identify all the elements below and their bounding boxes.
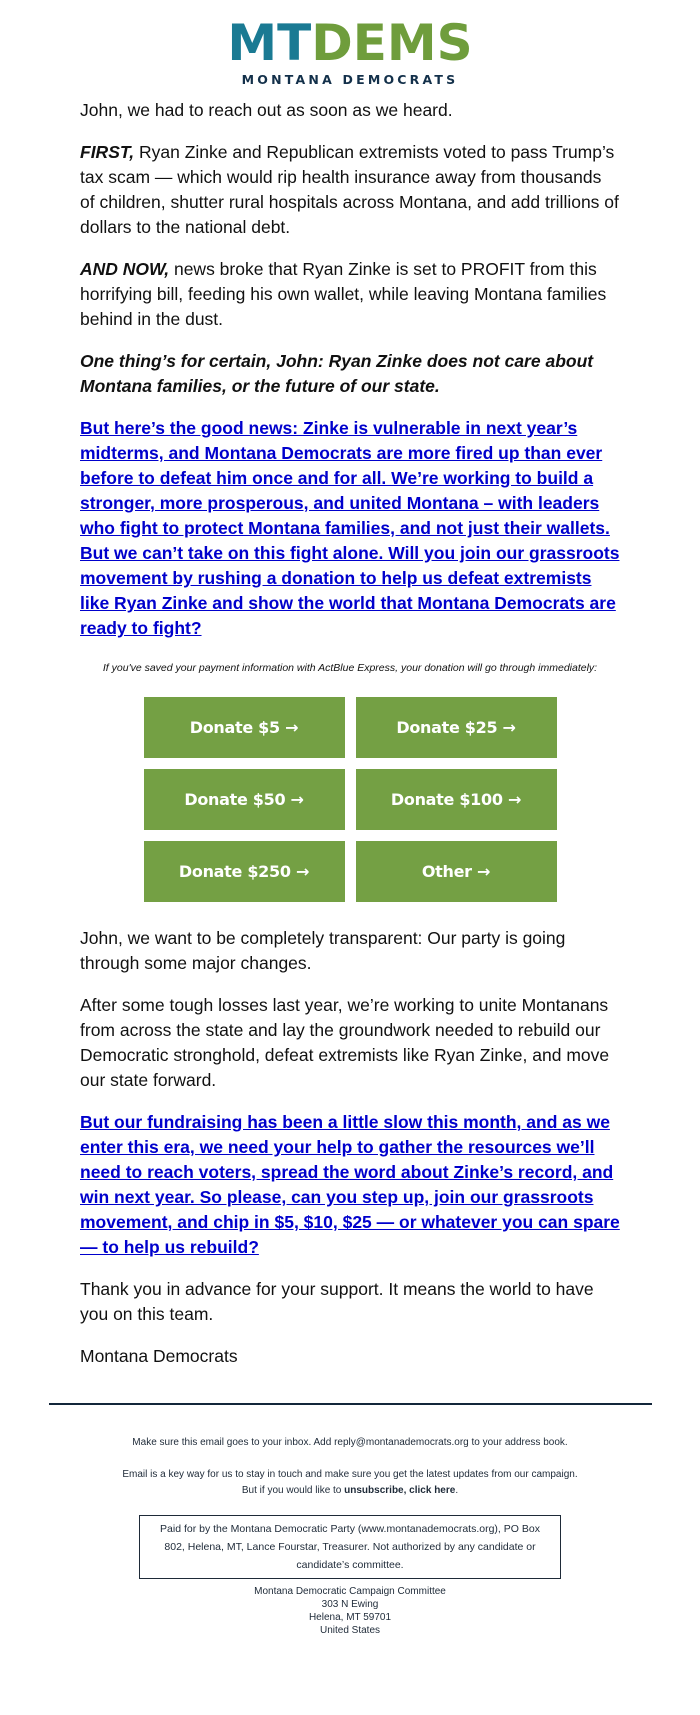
- donate-250-button[interactable]: Donate $250 →: [144, 841, 345, 902]
- signature: Montana Democrats: [80, 1346, 238, 1366]
- donate-25-button[interactable]: Donate $25 →: [356, 697, 557, 758]
- donate-button-grid: [80, 697, 620, 902]
- paragraph-losses: After some tough losses last year, we’re working to unite Montanans from across the state and lay the groundwork needed to rebuild our Democratic stronghold, defeat extremists like Ryan Zinke, and move our state forward.: [80, 995, 610, 1090]
- logo-wordmark: MTDEMS: [227, 14, 473, 72]
- paragraph-and-now: AND NOW, news broke that Ryan Zinke is set to PROFIT from this horrifying bill, feeding his own wallet, while leaving Montana families behind in the dust.: [80, 259, 607, 329]
- donate-5-button[interactable]: Donate $5 →: [144, 697, 345, 758]
- greeting: John, we had to reach out as soon as we heard.: [80, 100, 453, 120]
- unsubscribe-line: But if you would like to unsubscribe, click here.: [241, 1485, 459, 1496]
- paragraph-thanks: Thank you in advance for your support. It means the world to have you on this team.: [80, 1279, 594, 1324]
- mailing-address: Montana Democratic Campaign Committee 303 N Ewing Helena, MT 59701 United States: [254, 1586, 446, 1636]
- mtdems-logo: [220, 14, 480, 88]
- actblue-express-note: If you've saved your payment information with ActBlue Express, your donation will go through immediately:: [102, 662, 598, 674]
- donate-link-1[interactable]: But here’s the good news: Zinke is vulnerable in next year’s midterms, and Montana Democrats are more fired up than ever before to defeat him once and for all. We’re working to build a stronger, more prosperous, and united Montana – with leaders who fight to protect Montana families, and not just their wallets. But we can’t take on this fight alone. Will you join our grassroots movement by rushing a donation to help us defeat extremists like Ryan Zinke and show the world that Montana Democrats are ready to fight?: [80, 418, 620, 638]
- footer-divider: [49, 1403, 652, 1405]
- unsubscribe-link[interactable]: unsubscribe, click here: [344, 1485, 456, 1496]
- inbox-note: Make sure this email goes to your inbox. Add reply@montanademocrats.org to your address book.: [132, 1437, 568, 1448]
- footer: [0, 1435, 700, 1637]
- logo-subtitle: MONTANA DEMOCRATS: [241, 72, 459, 87]
- stay-note: Email is a key way for us to stay in touch and make sure you get the latest updates from our campaign.: [122, 1469, 578, 1480]
- donate-other-button[interactable]: Other →: [356, 841, 557, 902]
- paragraph-transparent: John, we want to be completely transparent: Our party is going through some major changes.: [80, 928, 566, 973]
- donate-50-button[interactable]: Donate $50 →: [144, 769, 345, 830]
- paragraph-emphasis: One thing’s for certain, John: Ryan Zinke does not care about Montana families, or the future of our state.: [80, 351, 594, 396]
- paragraph-first: FIRST, Ryan Zinke and Republican extremists voted to pass Trump’s tax scam — which would rip health insurance away from thousands of children, shutter rural hospitals across Montana, and add trillions of dollars to the national debt.: [80, 142, 619, 237]
- donate-link-2[interactable]: But our fundraising has been a little slow this month, and as we enter this era, we need your help to gather the resources we’ll need to reach voters, spread the word about Zinke’s record, and win next year. So please, can you step up, join our grassroots movement, and chip in $5, $10, $25 — or whatever you can spare — to help us rebuild?: [80, 1112, 620, 1257]
- email-body: [80, 98, 620, 1369]
- paid-for-box: Paid for by the Montana Democratic Party (www.montanademocrats.org), PO Box 802, Helena, MT, Lance Fourstar, Treasurer. Not authorized by any candidate or candidate’s committee.: [139, 1515, 561, 1579]
- donate-100-button[interactable]: Donate $100 →: [356, 769, 557, 830]
